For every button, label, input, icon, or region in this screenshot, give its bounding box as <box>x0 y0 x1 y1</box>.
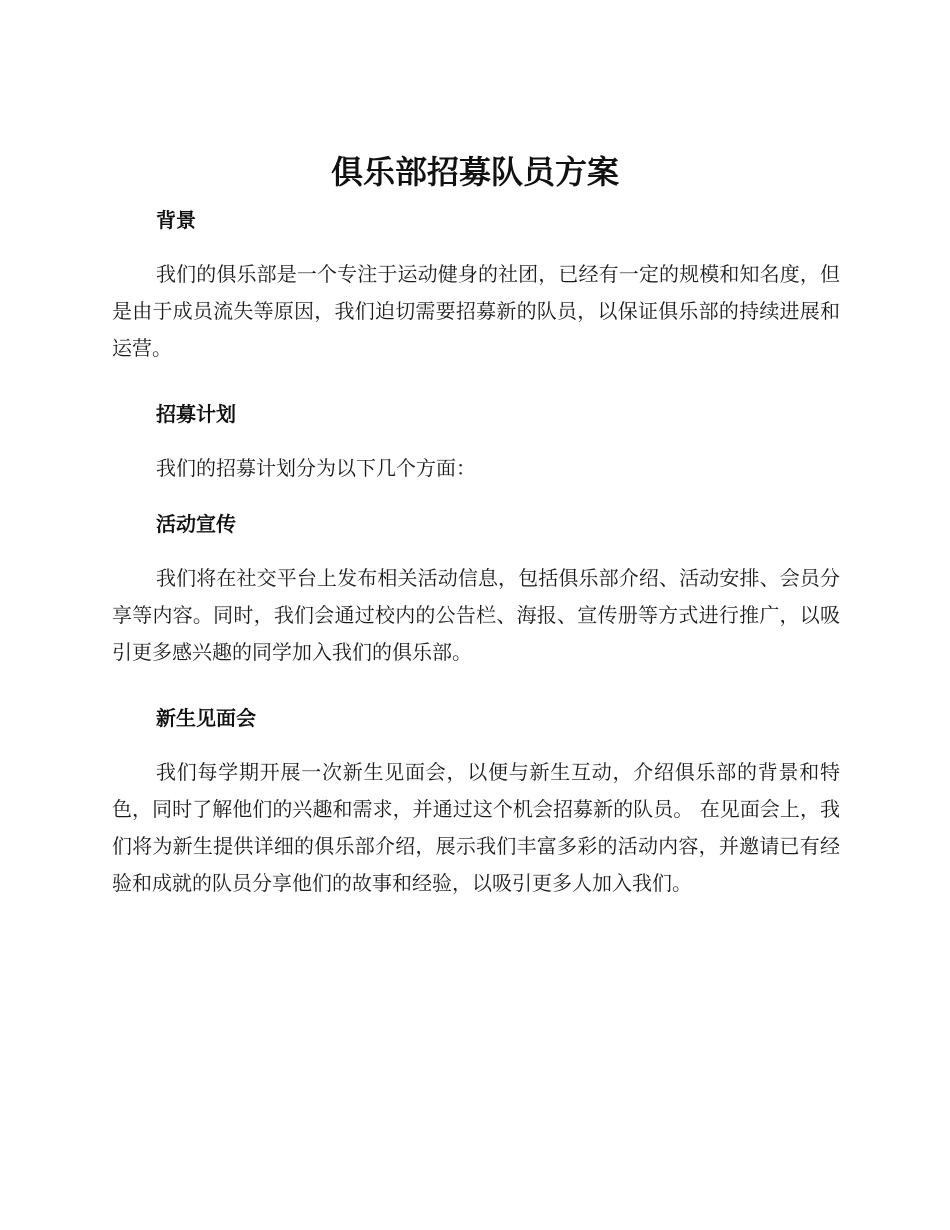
section-paragraph-recruit-plan: 我们的招募计划分为以下几个方面： <box>156 456 476 480</box>
section-heading-recruit-plan: 招募计划 <box>156 402 236 426</box>
section-heading-freshman-meeting: 新生见面会 <box>156 706 256 730</box>
section-paragraph-promotion: 我们将在社交平台上发布相关活动信息，包括俱乐部介绍、活动安排、会员分享等内容。同时，我们会通过校内的公告栏、海报、宣传册等方式进行推广，以吸引更多感兴趣的同学加入我们的俱乐部。 <box>112 566 840 664</box>
section-heading-promotion: 活动宣传 <box>156 512 236 536</box>
section-paragraph-background: 我们的俱乐部是一个专注于运动健身的社团，已经有一定的规模和知名度，但是由于成员流失等原因，我们迫切需要招募新的队员，以保证俱乐部的持续进展和运营。 <box>112 262 840 360</box>
section-paragraph-freshman-meeting: 我们每学期开展一次新生见面会，以便与新生互动，介绍俱乐部的背景和特色，同时了解他们的兴趣和需求，并通过这个机会招募新的队员。 在见面会上，我们将为新生提供详细的俱乐部介绍，展示我们丰富多彩的活动内容，并邀请已有经验和成就的队员分享他们的故事和经验，以吸引更多人加入我们。 <box>112 760 840 895</box>
document-title: 俱乐部招募队员方案 <box>330 153 619 191</box>
section-heading-background: 背景 <box>156 208 196 232</box>
